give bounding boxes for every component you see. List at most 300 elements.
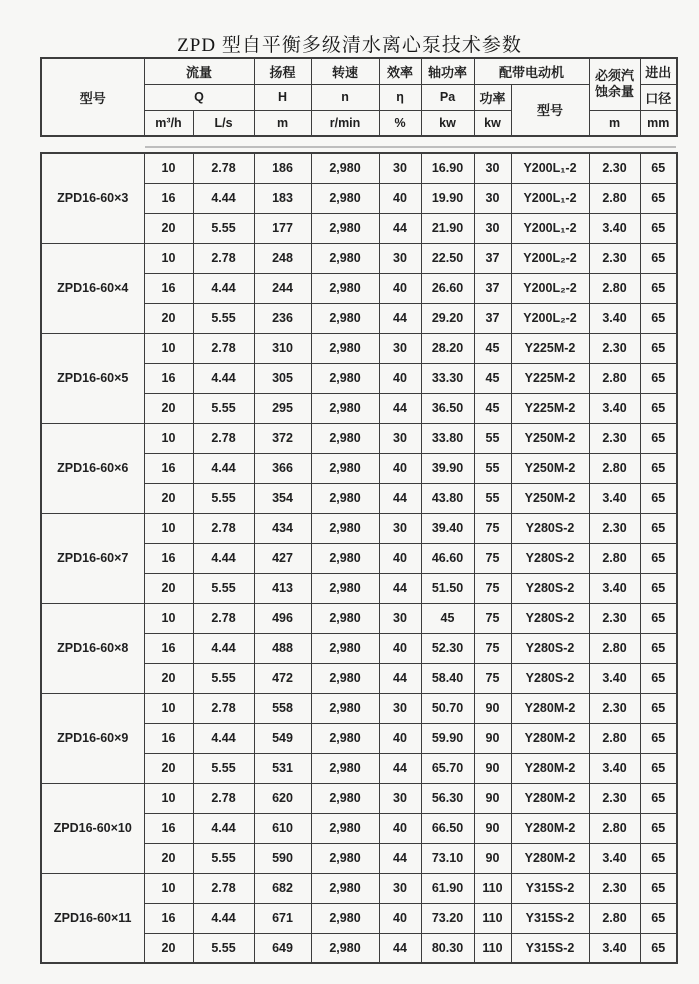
- table-cell: 44: [379, 483, 421, 513]
- npsh-label-line2: 蚀余量: [595, 84, 635, 100]
- table-cell: 65: [640, 303, 677, 333]
- table-cell: 65: [640, 483, 677, 513]
- table-cell: 2.78: [193, 603, 254, 633]
- table-cell: 248: [254, 243, 311, 273]
- table-cell: 90: [474, 753, 511, 783]
- table-cell: 2,980: [311, 603, 379, 633]
- motor-power-unit: kw: [474, 110, 511, 136]
- table-cell: Y315S-2: [511, 933, 589, 963]
- col-header-bore-line1: 进出: [640, 58, 677, 84]
- table-cell: 2.30: [589, 693, 640, 723]
- table-cell: 37: [474, 243, 511, 273]
- table-cell: Y280M-2: [511, 753, 589, 783]
- col-header-head: 扬程: [254, 58, 311, 84]
- table-cell: Y280M-2: [511, 843, 589, 873]
- npsh-unit: m: [589, 110, 640, 136]
- table-cell: 65: [640, 543, 677, 573]
- table-cell: 558: [254, 693, 311, 723]
- table-cell: 2.78: [193, 513, 254, 543]
- table-cell: 4.44: [193, 633, 254, 663]
- table-cell: 2,980: [311, 783, 379, 813]
- table-cell: 2.78: [193, 873, 254, 903]
- table-cell: 2.80: [589, 543, 640, 573]
- table-cell: 30: [474, 213, 511, 243]
- table-cell: 2,980: [311, 453, 379, 483]
- table-cell: 2.80: [589, 633, 640, 663]
- table-cell: 2.30: [589, 243, 640, 273]
- table-cell: 20: [144, 213, 193, 243]
- table-cell: 65: [640, 693, 677, 723]
- table-row: [41, 513, 677, 543]
- table-cell: 413: [254, 573, 311, 603]
- table-cell: 40: [379, 363, 421, 393]
- table-cell: 40: [379, 183, 421, 213]
- table-cell: 110: [474, 933, 511, 963]
- table-cell: Y280M-2: [511, 693, 589, 723]
- table-cell: 590: [254, 843, 311, 873]
- table-cell: 65: [640, 363, 677, 393]
- table-cell: 488: [254, 633, 311, 663]
- table-cell: 65: [640, 783, 677, 813]
- table-cell: 36.50: [421, 393, 474, 423]
- table-row: [41, 783, 677, 813]
- table-cell: 65: [640, 603, 677, 633]
- table-cell: 55: [474, 423, 511, 453]
- table-cell: 44: [379, 303, 421, 333]
- table-cell: 73.20: [421, 903, 474, 933]
- table-cell: 51.50: [421, 573, 474, 603]
- table-cell: Y225M-2: [511, 363, 589, 393]
- table-cell: 43.80: [421, 483, 474, 513]
- table-cell: 2,980: [311, 153, 379, 183]
- table-cell: 305: [254, 363, 311, 393]
- table-cell: 2,980: [311, 693, 379, 723]
- table-cell: 20: [144, 573, 193, 603]
- table-cell: 5.55: [193, 573, 254, 603]
- table-cell: 2,980: [311, 933, 379, 963]
- table-row: [41, 873, 677, 903]
- table-cell: 186: [254, 153, 311, 183]
- table-cell: 40: [379, 453, 421, 483]
- table-cell: 66.50: [421, 813, 474, 843]
- table-cell: 30: [474, 153, 511, 183]
- table-cell: 65: [640, 573, 677, 603]
- col-header-model: 型号: [41, 58, 144, 136]
- table-cell: 55: [474, 453, 511, 483]
- table-cell: 50.70: [421, 693, 474, 723]
- page-title: ZPD 型自平衡多级清水离心泵技术参数: [177, 35, 522, 56]
- shaft-power-symbol: Pa: [421, 84, 474, 110]
- table-cell: 610: [254, 813, 311, 843]
- table-cell: 65: [640, 633, 677, 663]
- table-cell: 2.78: [193, 243, 254, 273]
- table-cell: 33.80: [421, 423, 474, 453]
- table-cell: Y200L₂-2: [511, 303, 589, 333]
- table-cell: 2,980: [311, 573, 379, 603]
- table-cell: Y225M-2: [511, 393, 589, 423]
- table-cell: Y280M-2: [511, 723, 589, 753]
- table-cell: 10: [144, 603, 193, 633]
- table-cell: 65: [640, 813, 677, 843]
- table-cell: 65: [640, 753, 677, 783]
- table-cell: 3.40: [589, 483, 640, 513]
- table-cell: 10: [144, 333, 193, 363]
- table-cell: 372: [254, 423, 311, 453]
- table-cell: 55: [474, 483, 511, 513]
- table-cell: 20: [144, 933, 193, 963]
- table-cell: 3.40: [589, 573, 640, 603]
- spec-table-header: [40, 57, 678, 137]
- table-cell: 65.70: [421, 753, 474, 783]
- table-cell: 65: [640, 903, 677, 933]
- table-cell: 45: [474, 363, 511, 393]
- table-cell: 37: [474, 273, 511, 303]
- scan-artifact-line: [145, 146, 676, 148]
- table-cell: 682: [254, 873, 311, 903]
- table-cell: 2.30: [589, 513, 640, 543]
- table-cell: 10: [144, 873, 193, 903]
- table-cell: 40: [379, 813, 421, 843]
- table-cell: 244: [254, 273, 311, 303]
- table-cell: 2,980: [311, 243, 379, 273]
- table-cell: 2,980: [311, 903, 379, 933]
- table-cell: 310: [254, 333, 311, 363]
- table-cell: 2,980: [311, 753, 379, 783]
- table-cell: 75: [474, 663, 511, 693]
- table-cell: 3.40: [589, 303, 640, 333]
- speed-unit: r/min: [311, 110, 379, 136]
- table-cell: Y315S-2: [511, 903, 589, 933]
- head-symbol: H: [254, 84, 311, 110]
- table-cell: 90: [474, 813, 511, 843]
- table-cell: Y200L₂-2: [511, 243, 589, 273]
- table-cell: 30: [379, 333, 421, 363]
- table-cell: 2.78: [193, 693, 254, 723]
- table-cell: Y280S-2: [511, 573, 589, 603]
- table-cell: 90: [474, 783, 511, 813]
- table-cell: 3.40: [589, 753, 640, 783]
- table-cell: 39.90: [421, 453, 474, 483]
- table-cell: Y200L₂-2: [511, 273, 589, 303]
- table-cell: 45: [474, 393, 511, 423]
- table-cell: 65: [640, 843, 677, 873]
- table-cell: 549: [254, 723, 311, 753]
- table-cell: 2.80: [589, 363, 640, 393]
- col-header-flow: 流量: [144, 58, 254, 84]
- table-cell: 40: [379, 273, 421, 303]
- table-cell: Y280S-2: [511, 603, 589, 633]
- table-cell: 2,980: [311, 363, 379, 393]
- table-cell: 2.80: [589, 903, 640, 933]
- table-cell: 45: [474, 333, 511, 363]
- table-cell: 65: [640, 273, 677, 303]
- col-header-npsh: [589, 58, 640, 110]
- table-cell: 30: [379, 423, 421, 453]
- table-cell: 19.90: [421, 183, 474, 213]
- table-cell: Y200L₁-2: [511, 213, 589, 243]
- table-cell: 2,980: [311, 633, 379, 663]
- table-cell: 40: [379, 543, 421, 573]
- table-cell: 16: [144, 363, 193, 393]
- table-cell: Y280M-2: [511, 783, 589, 813]
- efficiency-symbol: η: [379, 84, 421, 110]
- table-cell: 4.44: [193, 363, 254, 393]
- table-cell: 65: [640, 873, 677, 903]
- table-cell: 5.55: [193, 393, 254, 423]
- table-cell: 2.80: [589, 183, 640, 213]
- table-cell: 2,980: [311, 723, 379, 753]
- table-cell: 4.44: [193, 273, 254, 303]
- table-cell: 2.80: [589, 723, 640, 753]
- table-cell: 22.50: [421, 243, 474, 273]
- table-cell: 37: [474, 303, 511, 333]
- col-header-efficiency: 效率: [379, 58, 421, 84]
- table-cell: 2.78: [193, 153, 254, 183]
- table-cell: 434: [254, 513, 311, 543]
- table-cell: Y250M-2: [511, 423, 589, 453]
- table-cell: 65: [640, 513, 677, 543]
- pump-model-cell: ZPD16-60×7: [41, 513, 144, 603]
- flow-unit-ls: L/s: [193, 110, 254, 136]
- table-cell: 2,980: [311, 843, 379, 873]
- table-cell: 2,980: [311, 213, 379, 243]
- table-cell: 20: [144, 483, 193, 513]
- table-cell: 58.40: [421, 663, 474, 693]
- bore-unit: mm: [640, 110, 677, 136]
- pump-model-cell: ZPD16-60×11: [41, 873, 144, 963]
- pump-model-cell: ZPD16-60×10: [41, 783, 144, 873]
- table-cell: 52.30: [421, 633, 474, 663]
- table-cell: 45: [421, 603, 474, 633]
- table-cell: 4.44: [193, 813, 254, 843]
- table-cell: 90: [474, 723, 511, 753]
- table-cell: Y200L₁-2: [511, 183, 589, 213]
- table-cell: 59.90: [421, 723, 474, 753]
- table-cell: 236: [254, 303, 311, 333]
- pump-model-cell: ZPD16-60×3: [41, 153, 144, 243]
- table-cell: 90: [474, 693, 511, 723]
- table-cell: Y250M-2: [511, 483, 589, 513]
- table-cell: 16: [144, 633, 193, 663]
- table-cell: 21.90: [421, 213, 474, 243]
- table-cell: 2.30: [589, 423, 640, 453]
- motor-power-label: 功率: [474, 84, 511, 110]
- table-cell: Y280S-2: [511, 543, 589, 573]
- table-cell: 40: [379, 723, 421, 753]
- table-cell: 2,980: [311, 273, 379, 303]
- table-cell: 5.55: [193, 753, 254, 783]
- header-row-1: [41, 58, 677, 84]
- speed-symbol: n: [311, 84, 379, 110]
- table-cell: 65: [640, 183, 677, 213]
- table-cell: 26.60: [421, 273, 474, 303]
- table-cell: 2,980: [311, 873, 379, 903]
- table-cell: 16.90: [421, 153, 474, 183]
- table-cell: 110: [474, 903, 511, 933]
- table-cell: 5.55: [193, 933, 254, 963]
- table-cell: 80.30: [421, 933, 474, 963]
- table-cell: 30: [379, 693, 421, 723]
- table-cell: 90: [474, 843, 511, 873]
- table-cell: 620: [254, 783, 311, 813]
- table-cell: 2,980: [311, 513, 379, 543]
- col-header-shaft-power: 轴功率: [421, 58, 474, 84]
- table-cell: 46.60: [421, 543, 474, 573]
- table-cell: 671: [254, 903, 311, 933]
- table-cell: 649: [254, 933, 311, 963]
- table-cell: 5.55: [193, 303, 254, 333]
- table-cell: 65: [640, 933, 677, 963]
- table-cell: 295: [254, 393, 311, 423]
- shaft-power-unit: kw: [421, 110, 474, 136]
- table-cell: 30: [379, 153, 421, 183]
- table-cell: 16: [144, 543, 193, 573]
- table-cell: 20: [144, 753, 193, 783]
- table-cell: 65: [640, 453, 677, 483]
- table-cell: 20: [144, 393, 193, 423]
- table-cell: 75: [474, 633, 511, 663]
- table-cell: 5.55: [193, 843, 254, 873]
- table-cell: 2.30: [589, 783, 640, 813]
- table-cell: 183: [254, 183, 311, 213]
- table-cell: 30: [474, 183, 511, 213]
- table-cell: 30: [379, 873, 421, 903]
- table-cell: 30: [379, 603, 421, 633]
- motor-model-label: 型号: [511, 84, 589, 136]
- table-cell: 30: [379, 783, 421, 813]
- table-cell: 40: [379, 633, 421, 663]
- table-cell: 2.80: [589, 813, 640, 843]
- table-cell: 366: [254, 453, 311, 483]
- pump-model-cell: ZPD16-60×9: [41, 693, 144, 783]
- table-cell: Y250M-2: [511, 453, 589, 483]
- table-row: [41, 693, 677, 723]
- table-cell: 65: [640, 723, 677, 753]
- table-cell: 65: [640, 393, 677, 423]
- table-cell: 4.44: [193, 453, 254, 483]
- spec-table-body: [40, 152, 678, 964]
- table-cell: 65: [640, 213, 677, 243]
- table-cell: 16: [144, 273, 193, 303]
- table-cell: Y280M-2: [511, 813, 589, 843]
- table-cell: Y280S-2: [511, 633, 589, 663]
- table-cell: 2.30: [589, 873, 640, 903]
- table-cell: 3.40: [589, 213, 640, 243]
- table-cell: 354: [254, 483, 311, 513]
- table-cell: 65: [640, 243, 677, 273]
- table-row: [41, 333, 677, 363]
- table-cell: 56.30: [421, 783, 474, 813]
- table-cell: Y315S-2: [511, 873, 589, 903]
- table-cell: 65: [640, 153, 677, 183]
- flow-symbol: Q: [144, 84, 254, 110]
- table-cell: 75: [474, 573, 511, 603]
- table-cell: 65: [640, 423, 677, 453]
- table-cell: 10: [144, 693, 193, 723]
- table-cell: Y280S-2: [511, 513, 589, 543]
- table-cell: 3.40: [589, 933, 640, 963]
- table-cell: 2,980: [311, 303, 379, 333]
- table-cell: 16: [144, 453, 193, 483]
- table-cell: 44: [379, 393, 421, 423]
- table-cell: 3.40: [589, 843, 640, 873]
- table-cell: 39.40: [421, 513, 474, 543]
- pump-model-cell: ZPD16-60×8: [41, 603, 144, 693]
- table-cell: 472: [254, 663, 311, 693]
- table-cell: Y225M-2: [511, 333, 589, 363]
- col-header-speed: 转速: [311, 58, 379, 84]
- pump-model-cell: ZPD16-60×4: [41, 243, 144, 333]
- table-cell: 44: [379, 843, 421, 873]
- table-cell: 496: [254, 603, 311, 633]
- table-row: [41, 243, 677, 273]
- table-cell: 2.30: [589, 153, 640, 183]
- table-cell: 16: [144, 813, 193, 843]
- table-cell: 4.44: [193, 723, 254, 753]
- table-cell: 10: [144, 513, 193, 543]
- table-cell: 16: [144, 723, 193, 753]
- table-cell: 16: [144, 903, 193, 933]
- table-cell: 75: [474, 513, 511, 543]
- npsh-label-line1: 必须汽: [595, 68, 635, 84]
- table-cell: 4.44: [193, 183, 254, 213]
- table-cell: 110: [474, 873, 511, 903]
- table-cell: 2.78: [193, 423, 254, 453]
- table-cell: 44: [379, 213, 421, 243]
- table-cell: 10: [144, 783, 193, 813]
- table-cell: 4.44: [193, 903, 254, 933]
- head-unit: m: [254, 110, 311, 136]
- table-cell: 177: [254, 213, 311, 243]
- table-cell: 44: [379, 933, 421, 963]
- table-cell: 10: [144, 243, 193, 273]
- table-cell: 2.30: [589, 333, 640, 363]
- table-cell: 20: [144, 663, 193, 693]
- table-cell: 2.78: [193, 783, 254, 813]
- table-cell: 73.10: [421, 843, 474, 873]
- table-cell: 20: [144, 303, 193, 333]
- table-cell: 10: [144, 423, 193, 453]
- table-cell: 40: [379, 903, 421, 933]
- table-cell: 3.40: [589, 393, 640, 423]
- table-cell: 29.20: [421, 303, 474, 333]
- table-cell: 75: [474, 543, 511, 573]
- table-cell: 30: [379, 513, 421, 543]
- table-cell: 44: [379, 573, 421, 603]
- table-cell: 33.30: [421, 363, 474, 393]
- table-cell: 2,980: [311, 483, 379, 513]
- table-cell: Y280S-2: [511, 663, 589, 693]
- table-cell: 4.44: [193, 543, 254, 573]
- table-cell: 61.90: [421, 873, 474, 903]
- table-cell: 427: [254, 543, 311, 573]
- table-cell: 2.30: [589, 603, 640, 633]
- table-cell: 44: [379, 663, 421, 693]
- pump-model-cell: ZPD16-60×5: [41, 333, 144, 423]
- table-cell: 65: [640, 663, 677, 693]
- table-cell: 2,980: [311, 663, 379, 693]
- efficiency-unit: %: [379, 110, 421, 136]
- pump-model-cell: ZPD16-60×6: [41, 423, 144, 513]
- table-cell: 2,980: [311, 423, 379, 453]
- table-cell: 28.20: [421, 333, 474, 363]
- flow-unit-m3h: m³/h: [144, 110, 193, 136]
- table-cell: 75: [474, 603, 511, 633]
- table-cell: Y200L₁-2: [511, 153, 589, 183]
- table-cell: 2.80: [589, 273, 640, 303]
- table-cell: 5.55: [193, 483, 254, 513]
- col-header-motor: 配带电动机: [474, 58, 589, 84]
